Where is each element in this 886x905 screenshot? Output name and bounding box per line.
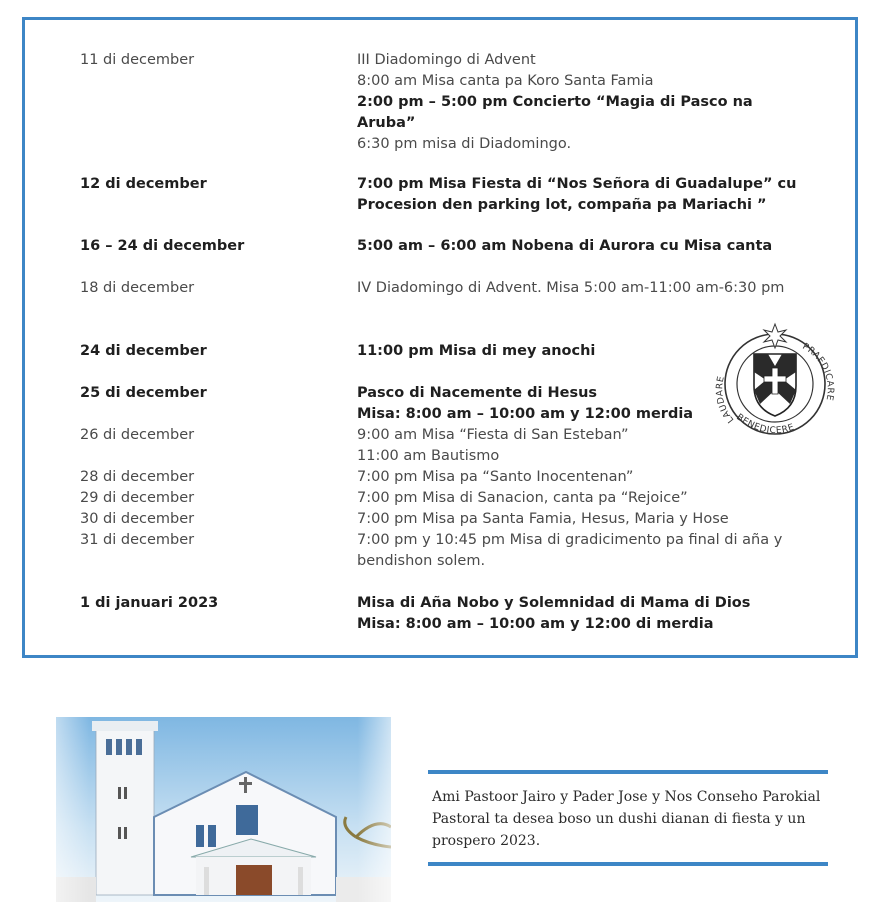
event-date: 18 di december — [80, 280, 195, 296]
church-photo — [56, 717, 391, 902]
greeting-box — [428, 770, 828, 870]
event-description — [357, 530, 803, 572]
event-line: Misa: 8:00 am – 10:00 am y 12:00 merdia — [357, 406, 694, 422]
event-line: 7:00 pm Misa Fiesta di “Nos Señora di Guadalupe” cu Procesion den parking lot, compaña pa Mariachi ” — [357, 176, 797, 213]
event-description — [357, 593, 803, 635]
event-description — [357, 50, 803, 155]
event-line: 7:00 pm y 10:45 pm Misa di gradicimento pa final di aña y bendishon solem. — [357, 532, 783, 569]
seal-text-right: PRAEDICARE — [800, 341, 835, 402]
event-description — [357, 467, 803, 488]
event-date: 12 di december — [80, 176, 207, 192]
event-line: 11:00 am Bautismo — [357, 448, 500, 464]
event-description — [357, 488, 803, 509]
event-date: 31 di december — [80, 532, 195, 548]
seal-text-left: LAUDARE — [715, 375, 737, 425]
svg-text:BENEDICERE — [734, 412, 795, 436]
event-date: 1 di januari 2023 — [80, 595, 219, 611]
event-description — [357, 509, 803, 530]
event-date: 29 di december — [80, 490, 195, 506]
event-date: 26 di december — [80, 427, 195, 443]
event-description — [357, 236, 803, 257]
event-description — [357, 174, 803, 216]
event-date: 24 di december — [80, 343, 207, 359]
svg-text:LAUDARE — [715, 375, 736, 424]
event-date: 30 di december — [80, 511, 195, 527]
greeting-top-rule — [428, 770, 828, 774]
event-line: Misa: 8:00 am – 10:00 am y 12:00 di merdia — [357, 616, 714, 632]
event-line: III Diadomingo di Advent — [357, 52, 536, 68]
event-date: 28 di december — [80, 469, 195, 485]
event-line: 7:00 pm Misa pa Santa Famia, Hesus, Maria y Hose — [357, 511, 729, 527]
event-line: 7:00 pm Misa pa “Santo Inocentenan” — [357, 469, 634, 485]
event-line: 5:00 am – 6:00 am Nobena di Aurora cu Misa canta — [357, 238, 773, 254]
event-line: 11:00 pm Misa di mey anochi — [357, 343, 596, 359]
event-date: 11 di december — [80, 52, 195, 68]
svg-text:PRAEDICARE — [800, 342, 834, 402]
event-line: Misa di Aña Nobo y Solemnidad di Mama di Dios — [357, 595, 751, 611]
event-line: 8:00 am Misa canta pa Koro Santa Famia — [357, 73, 654, 89]
event-date: 25 di december — [80, 385, 207, 401]
event-line: 2:00 pm – 5:00 pm Concierto “Magia di Pasco na Aruba” — [357, 94, 753, 131]
seal-text-bottom: BENEDICERE — [734, 412, 796, 437]
event-date: 16 – 24 di december — [80, 238, 245, 254]
greeting-bottom-rule — [428, 862, 828, 866]
greeting-message: Ami Pastoor Jairo y Pader Jose y Nos Conseho Parokial Pastoral ta desea boso un dushi dianan di fiesta y un prospero 2023. — [432, 789, 821, 849]
event-line: IV Diadomingo di Advent. Misa 5:00 am-11:00 am-6:30 pm — [357, 280, 785, 296]
dominican-seal — [712, 320, 838, 440]
event-line: Pasco di Nacemente di Hesus — [357, 385, 598, 401]
event-description — [357, 278, 803, 299]
event-line: 7:00 pm Misa di Sanacion, canta pa “Rejoice” — [357, 490, 688, 506]
event-line: 6:30 pm misa di Diadomingo. — [357, 136, 572, 152]
event-line: 9:00 am Misa “Fiesta di San Esteban” — [357, 427, 629, 443]
